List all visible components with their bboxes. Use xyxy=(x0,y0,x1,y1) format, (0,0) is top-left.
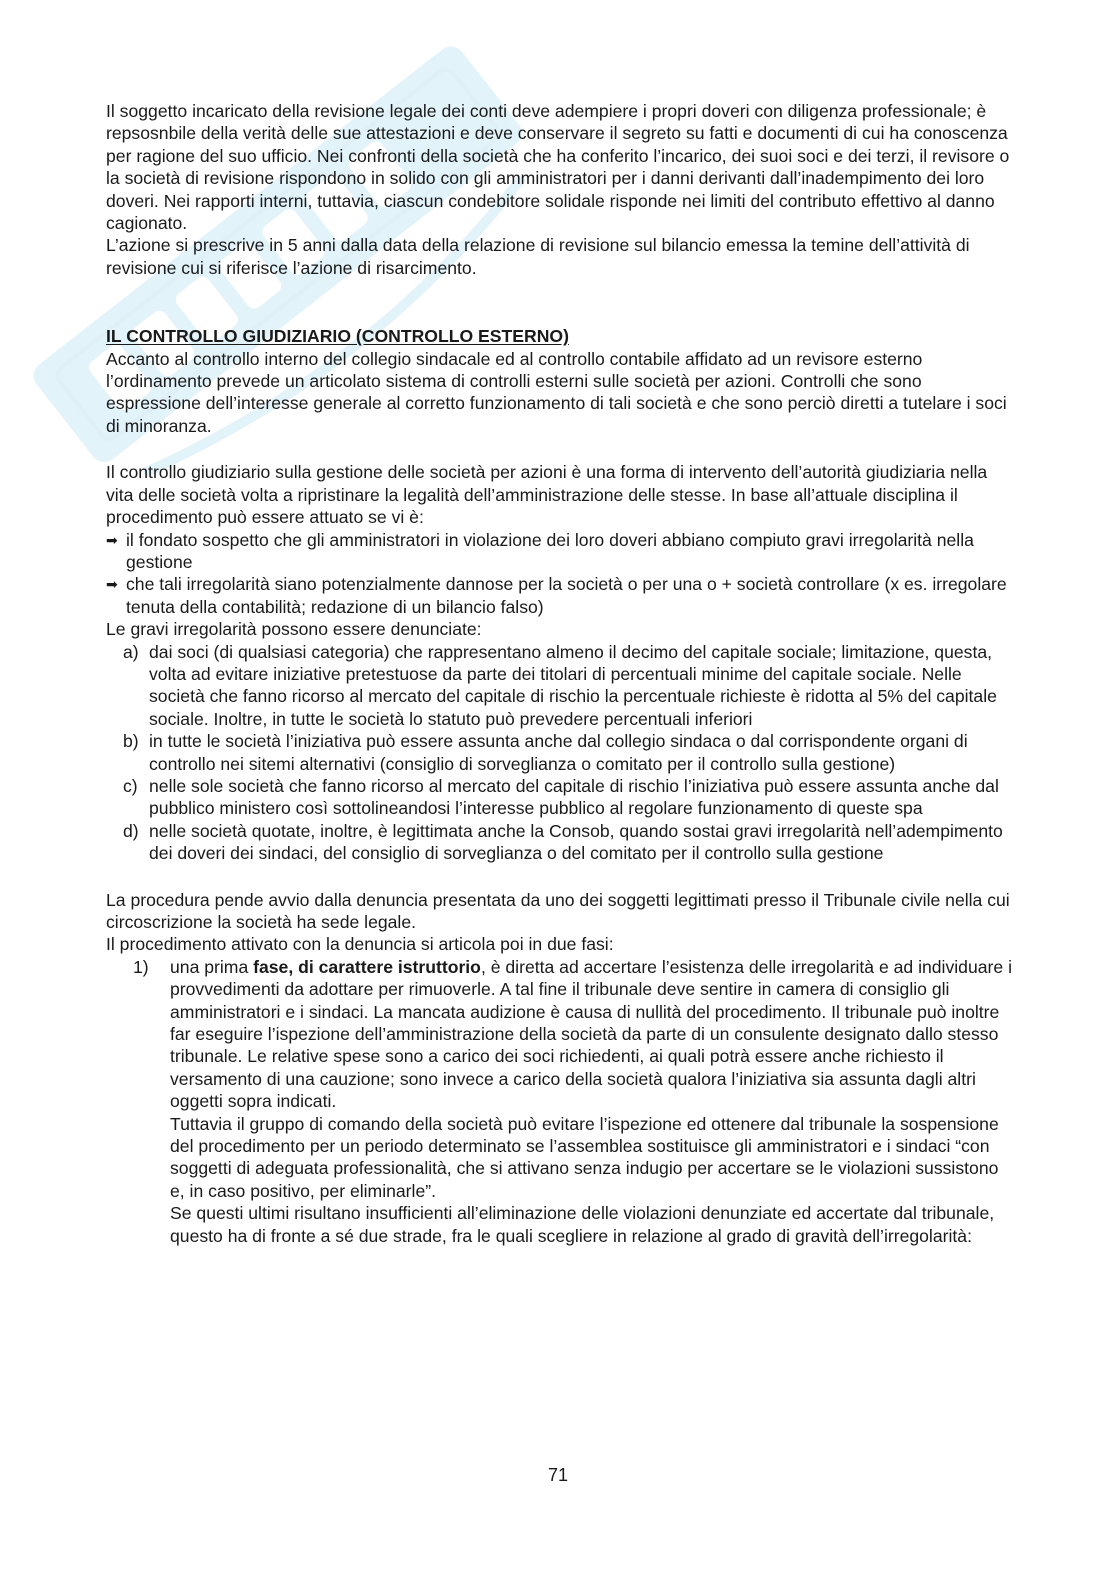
list-item-body xyxy=(170,956,1016,1247)
list-marker: a) xyxy=(123,641,139,662)
list-item-text: nelle sole società che fanno ricorso al mercato del capitale di rischio l’iniziativa può essere assunta anche dal pubblico ministero così sottolineandosi l’interesse pubblico al regolare funzionamento di queste spa xyxy=(149,775,999,819)
list-marker: d) xyxy=(123,820,139,841)
list-marker: c) xyxy=(123,775,138,796)
arrow-list-item xyxy=(106,529,1016,574)
list-item-text: nelle società quotate, inoltre, è legittimata anche la Consob, quando sostai gravi irregolarità nell’adempimento dei doveri dei sindaci, del consiglio di sorveglianza o del comitato per il controllo sulla gestione xyxy=(149,820,1003,864)
page-number: 71 xyxy=(547,1465,569,1485)
text-lead: una prima xyxy=(170,956,254,977)
arrow-item-text: il fondato sospetto che gli amministratori in violazione dei loro doveri abbiano compiuto gravi irregolarità nella gestione xyxy=(126,529,974,572)
lettered-list-item xyxy=(106,641,1016,731)
list-item-text: dai soci (di qualsiasi categoria) che rappresentano almeno il decimo del capitale sociale; limitazione, questa, volta ad evitare iniziative pretestuose da parte dei titolari di percentuali minime del capitale sociale. Nelle società che fanno ricorso al mercato del capitale di rischio la percentuale richieste è ridotta al 5% del capitale sociale. Inoltre, in tutte le società lo statuto può prevedere percentuali inferiori xyxy=(149,641,997,729)
text-rest: , è diretta ad accertare l’esistenza delle irregolarità e ad individuare i provvedimenti da adottare per rimuoverle. A tal fine il tribunale deve sentire in camera di consiglio gli amministratori e i sindaci. La mancata audizione è causa di nullità del procedimento. Il tribunale può inoltre far eseguire l’ispezione dell’amministrazione della società da parte di un consulente designato dallo stesso tribunale. Le relative spese sono a carico dei soci richiedenti, ai quali potrà essere anche richiesto il versamento di una cauzione; sono invece a carico della società qualora l’iniziativa sia assunta dagli altri oggetti sopra indicati. xyxy=(170,956,1012,1112)
lettered-list xyxy=(106,641,1016,865)
list-marker: 1) xyxy=(133,956,149,977)
paragraph-phases-intro: Il procedimento attivato con la denuncia si articola poi in due fasi: xyxy=(106,934,614,955)
paragraph-judicial-control: Il controllo giudiziario sulla gestione delle società per azioni è una forma di intervento dell’autorità giudiziaria nella vita delle società volta a ripristinare la legalità dell’amministrazione delle stesse. In base all’attuale disciplina il procedimento può essere attuato se vi è: xyxy=(106,462,988,528)
text-bold: fase, di carattere istruttorio xyxy=(253,956,481,977)
lettered-list-item xyxy=(106,775,1016,820)
arrow-item-text: che tali irregolarità siano potenzialmente dannose per la società o per una o + società controllare (x es. irregolare tenuta della contabilità; redazione di un bilancio falso) xyxy=(126,574,1007,617)
paragraph-external-controls: Accanto al controllo interno del collegio sindacale ed al controllo contabile affidato ad un revisore esterno l’ordinamento prevede un articolato sistema di controlli esterni sulle società per azioni. Controlli che sono espressione dell’interesse generale al corretto funzionamento di tali società e che sono perciò diretti a tutelare i soci di minoranza. xyxy=(106,348,1007,436)
lettered-list-item xyxy=(106,730,1016,775)
list-item-subparagraph: Tuttavia il gruppo di comando della società può evitare l’ispezione ed ottenere dal tribunale la sospensione del procedimento per un periodo determinato se l’assemblea sostituisce gli amministratori e i sindaci “con soggetti di adeguata professionalità, che si attivano senza indugio per accertare se le violazioni sussistono e, in caso positivo, per eliminarle”. xyxy=(170,1113,999,1201)
document-page xyxy=(106,100,1016,1247)
numbered-list-item xyxy=(106,956,1016,1247)
lettered-list-item xyxy=(106,820,1016,865)
list-marker: b) xyxy=(123,731,139,752)
list-item-subparagraph: Se questi ultimi risultano insufficienti all’eliminazione delle violazioni denunziate ed accertate dal tribunale, questo ha di fronte a sé due strade, fra le quali scegliere in relazione al grado di gravità dell’irregolarità: xyxy=(170,1203,995,1246)
arrow-right-icon: ➡ xyxy=(106,576,118,593)
arrow-right-icon: ➡ xyxy=(106,531,118,548)
paragraph-denounce-intro: Le gravi irregolarità possono essere denunciate: xyxy=(106,619,482,640)
paragraph-liability: Il soggetto incaricato della revisione legale dei conti deve adempiere i propri doveri con diligenza professionale; è repsosnbile della verità delle sue attestazioni e deve conservare il segreto su fatti e documenti di cui ha conoscenza per ragione del suo ufficio. Nei confronti della società che ha conferito l’incarico, dei suoi soci e dei terzi, il revisore o la società di revisione rispondono in solido con gli amministratori per i danni derivanti dall’inadempimento dei loro doveri. Nei rapporti interni, tuttavia, ciascun condebitore solidale risponde nei limiti del contributo effettivo al danno cagionato. xyxy=(106,101,1010,234)
list-item-text xyxy=(170,956,1016,1113)
arrow-list-item xyxy=(106,573,1016,618)
paragraph-prescription: L’azione si prescrive in 5 anni dalla data della relazione di revisione sul bilancio emessa la temine dell’attività di revisione cui si riferisce l’azione di risarcimento. xyxy=(106,235,970,278)
numbered-list xyxy=(106,956,1016,1247)
section-heading: IL CONTROLLO GIUDIZIARIO (CONTROLLO ESTERNO) xyxy=(106,326,569,347)
list-item-text: in tutte le società l’iniziativa può essere assunta anche dal collegio sindaca o dal corrispondente organi di controllo nei sitemi alternativi (consiglio di sorveglianza o comitato per il controllo sulla gestione) xyxy=(149,731,968,774)
paragraph-procedure: La procedura pende avvio dalla denuncia presentata da uno dei soggetti legittimati presso il Tribunale civile nella cui circoscrizione la società ha sede legale. xyxy=(106,889,1010,932)
